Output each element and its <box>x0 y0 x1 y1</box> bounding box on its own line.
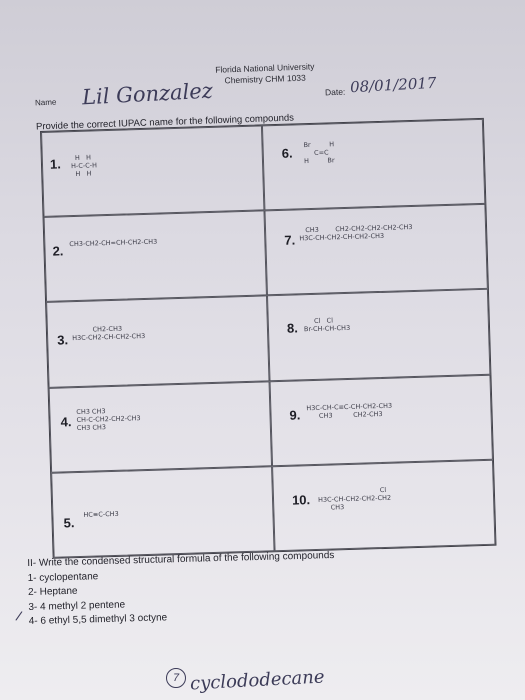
part2-item: 2- Heptane <box>27 585 78 599</box>
compound-cell-4 <box>49 381 272 473</box>
item-number: 5. <box>63 514 75 531</box>
date-value: 08/01/2017 <box>349 73 437 97</box>
part2-item: 1- cyclopentane <box>27 570 99 584</box>
compound-cell-1 <box>41 125 264 217</box>
date-label: Date: <box>324 86 346 98</box>
compound-cell-9 <box>270 374 493 466</box>
structure: CH3-CH2-CH=CH-CH2-CH3 <box>69 237 158 249</box>
compound-grid <box>40 118 494 557</box>
compound-cell-10 <box>272 460 495 552</box>
compound-cell-6 <box>262 119 485 211</box>
item-number: 8. <box>286 320 299 337</box>
compound-cell-3 <box>46 296 269 388</box>
item-number: 2. <box>52 243 64 259</box>
compound-cell-2 <box>44 211 267 303</box>
compound-cell-8 <box>267 289 490 381</box>
student-name: Lil Gonzalez <box>81 78 214 110</box>
handwritten-circled-number: 7 <box>166 668 186 688</box>
structure: H3C-CH-C≡C-CH-CH2-CH3 CH3 CH2-CH3 <box>306 401 393 420</box>
part2-item: 3- 4 methyl 2 pentene <box>28 598 126 613</box>
structure: Br H C=C H Br <box>303 140 335 166</box>
item-number: 4. <box>60 413 72 430</box>
structure: CH2-CH3 H3C-CH2-CH-CH2-CH3 <box>71 325 146 343</box>
handwritten-answer: cyclododecane <box>189 666 325 695</box>
item-number: 10. <box>291 491 311 508</box>
item-number: 7. <box>284 232 296 248</box>
structure: Cl Cl Br-CH-CH-CH3 <box>303 316 351 334</box>
part2-item: 4- 6 ethyl 5,5 dimethyl 3 octyne <box>28 612 168 628</box>
compound-cell-5 <box>51 466 274 558</box>
part2-instruction: II- Write the condensed structural formula of the following compounds <box>27 549 335 570</box>
compound-cell-7 <box>264 204 487 296</box>
structure: CH3 CH3 CH-C-CH2-CH2-CH3 CH3 CH3 <box>76 406 141 432</box>
handwritten-mark-icon: / <box>14 607 24 625</box>
part2-section <box>27 549 336 630</box>
item-number: 9. <box>289 406 301 423</box>
part1-instruction: Provide the correct IUPAC name for the following compounds <box>35 112 295 133</box>
course-name: Chemistry CHM 1033 <box>224 72 306 86</box>
item-number: 3. <box>56 332 69 348</box>
structure: CH3 CH2-CH2-CH2-CH2-CH3 H3C-CH-CH2-CH-CH2-CH3 <box>298 223 413 243</box>
university-name: Florida National University <box>215 61 315 75</box>
structure: HC≡C-CH3 <box>83 509 119 519</box>
structure: H H H-C-C-H H H <box>70 153 98 179</box>
item-number: 1. <box>49 156 62 172</box>
item-number: 6. <box>281 145 293 161</box>
structure: Cl H3C-CH-CH2-CH2-CH2 CH3 <box>317 485 392 512</box>
name-label: Name <box>34 97 57 108</box>
